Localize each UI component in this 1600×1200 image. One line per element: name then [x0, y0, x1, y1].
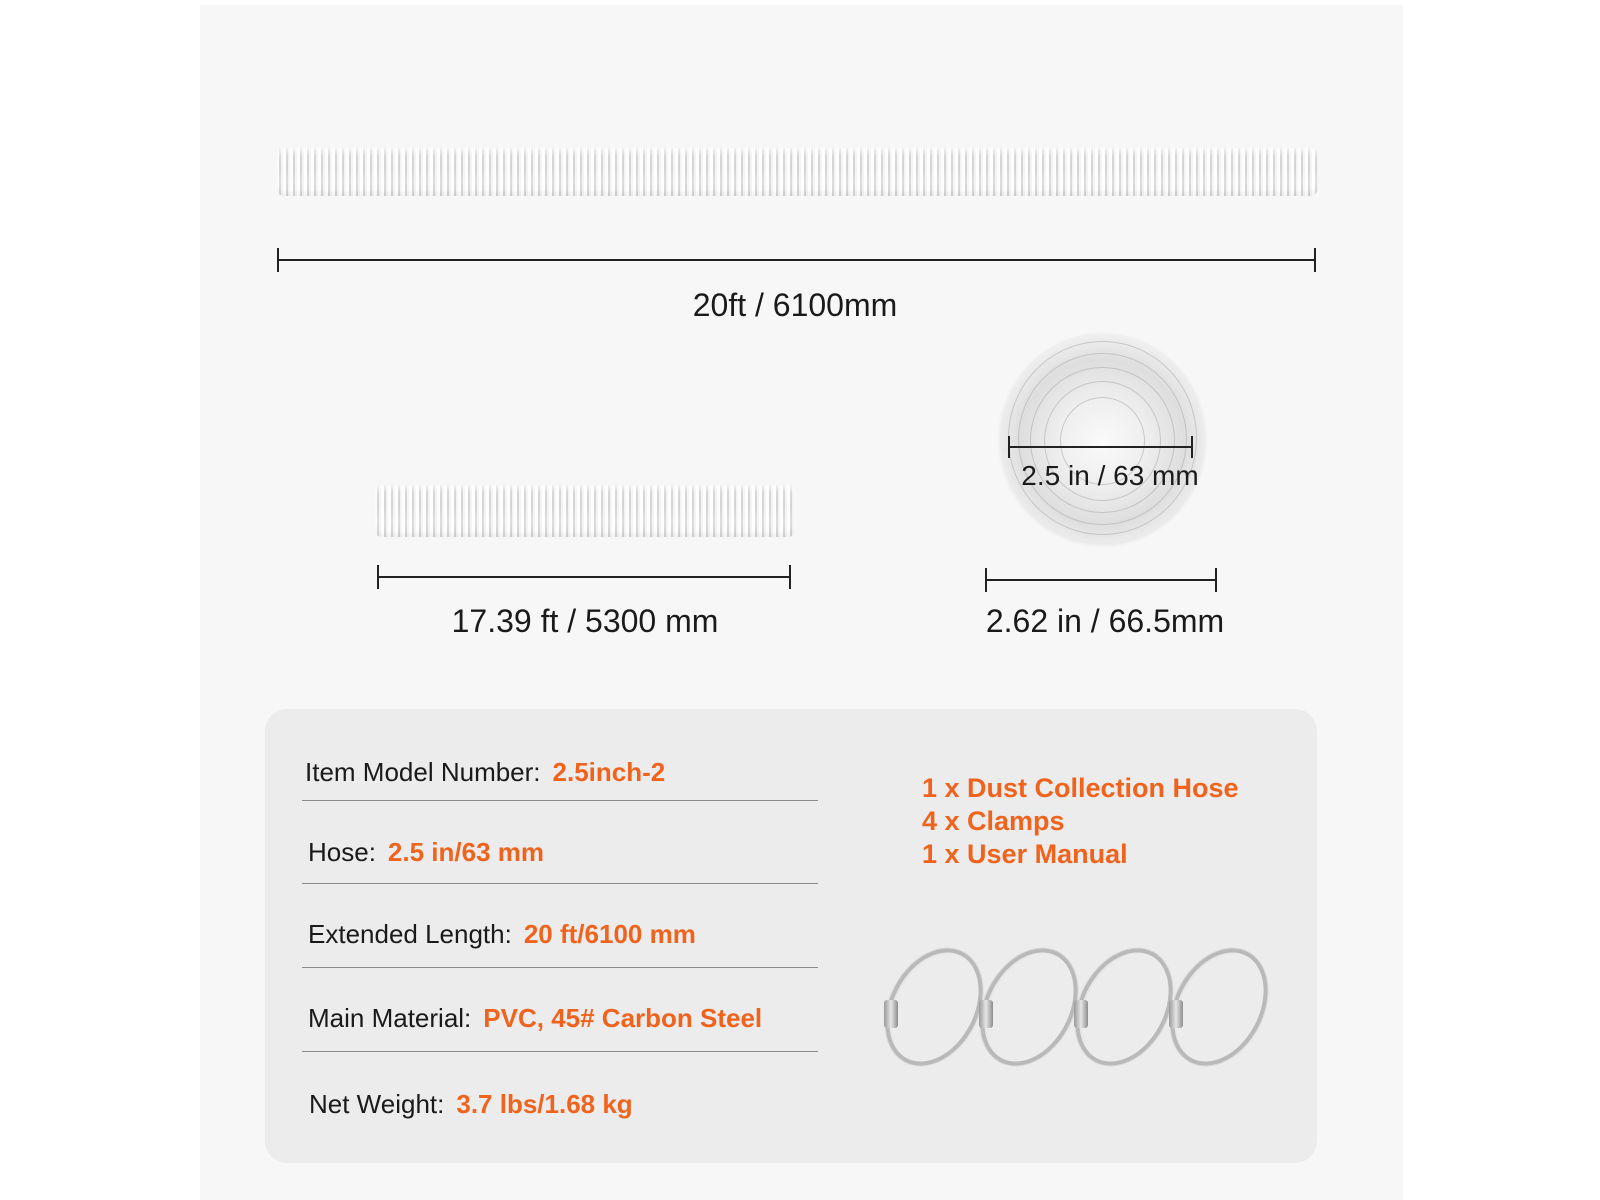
- spec-divider: [302, 883, 818, 884]
- compressed-length-label: 17.39 ft / 5300 mm: [451, 603, 719, 639]
- compressed-hose-image: [374, 485, 796, 537]
- spec-label: Net Weight:: [309, 1089, 445, 1119]
- compressed-length-dimension-line: [377, 576, 791, 578]
- spec-hose: [308, 837, 544, 868]
- outer-diameter-dimension-line: [985, 579, 1217, 581]
- spec-divider: [302, 1051, 818, 1052]
- clamp-screw-icon: [1169, 1000, 1183, 1028]
- spec-main-material: [308, 1003, 762, 1034]
- spec-extended-length: [308, 919, 696, 950]
- package-item: 1 x User Manual: [922, 839, 1128, 869]
- clamp-screw-icon: [1074, 1000, 1088, 1028]
- spec-net-weight: [309, 1089, 633, 1120]
- hose-end-view-image: [1000, 333, 1205, 543]
- package-item: 4 x Clamps: [922, 806, 1065, 836]
- clamp-screw-icon: [884, 1000, 898, 1028]
- spec-value: 3.7 lbs/1.68 kg: [456, 1089, 633, 1119]
- spec-value: 2.5 in/63 mm: [387, 837, 544, 867]
- extended-length-label: 20ft / 6100mm: [692, 287, 898, 323]
- spec-value: PVC, 45# Carbon Steel: [483, 1003, 763, 1033]
- spec-divider: [302, 800, 818, 801]
- spec-label: Main Material:: [308, 1003, 472, 1033]
- extended-hose-image: [276, 148, 1318, 196]
- spec-label: Extended Length:: [308, 919, 512, 949]
- clamp-screw-icon: [979, 1000, 993, 1028]
- spec-divider: [302, 967, 818, 968]
- outer-diameter-label: 2.62 in / 66.5mm: [985, 603, 1225, 639]
- inner-diameter-dimension-line: [1008, 446, 1193, 448]
- extended-length-dimension-line: [277, 259, 1316, 261]
- spec-model-number: [305, 757, 665, 788]
- spec-value: 2.5inch-2: [552, 757, 666, 787]
- spec-value: 20 ft/6100 mm: [523, 919, 696, 949]
- package-contents-list: [922, 772, 1239, 871]
- package-item: 1 x Dust Collection Hose: [922, 773, 1239, 803]
- spec-label: Hose:: [308, 837, 376, 867]
- spec-label: Item Model Number:: [305, 757, 541, 787]
- inner-diameter-label: 2.5 in / 63 mm: [1021, 460, 1199, 491]
